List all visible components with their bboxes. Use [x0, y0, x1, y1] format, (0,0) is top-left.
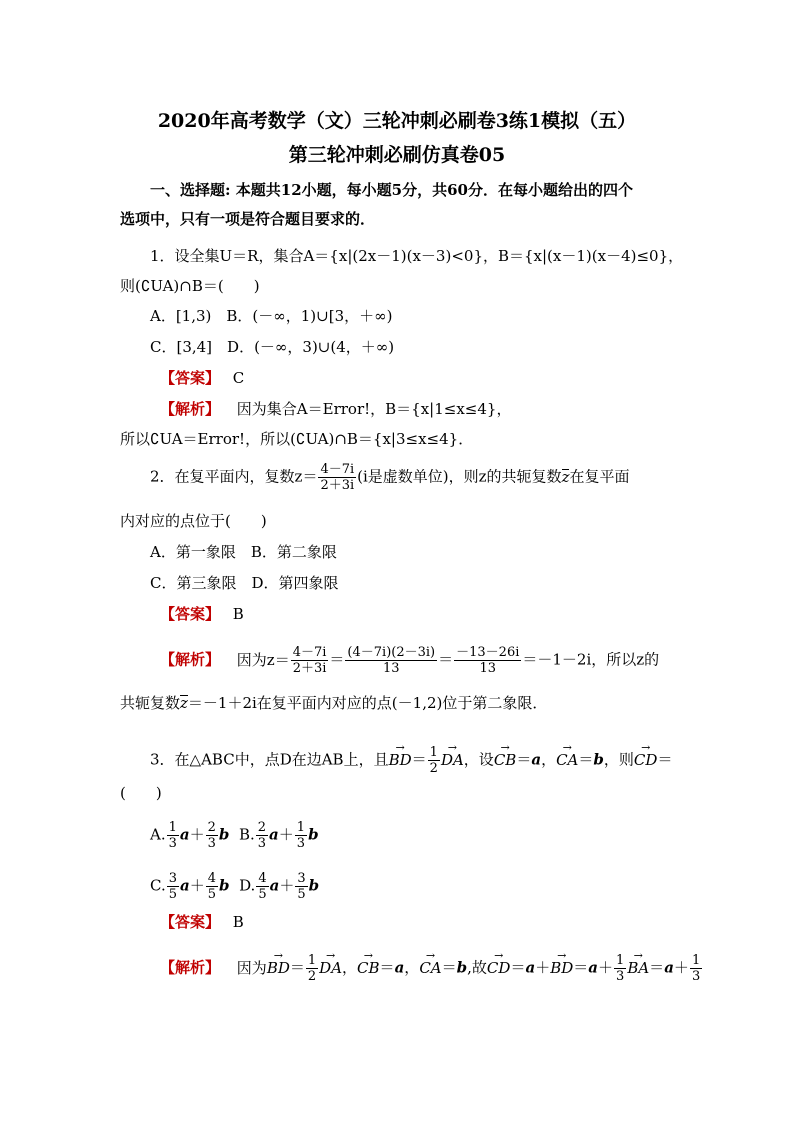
analysis-text-d: ＝－1＋2i在复平面内对应的点(－1,2)位于第二象限． — [187, 694, 548, 712]
fraction-half: $\frac{1}{2}$ — [429, 745, 438, 776]
q1-stem-1: 1．设全集U＝R，集合A＝{x|(2x－1)(x－3)<0}，B＝{x|(x－1)(x－4)≤0}， — [150, 247, 684, 265]
conjugate-z: z — [561, 467, 570, 486]
q1-analysis-2: 所以∁UA＝Error!，所以(∁UA)∩B＝{x|3≤x≤4}． — [120, 430, 474, 448]
q3-stem-1: 3．在△ABC中，点D在边AB上，且→ BD＝ $\frac{1}{2}$ → DA，设→ CB＝a，→ CA＝b，则→ CD＝ — [150, 745, 672, 776]
q2-options-cd: C．第三象限 D．第四象限 — [150, 574, 339, 592]
q3-stem-text-c: ，则 — [603, 750, 634, 769]
vector-ca: → CA — [556, 750, 578, 770]
fraction-denominator: 2＋3i — [292, 661, 327, 676]
analysis-fraction-3 — [454, 645, 521, 676]
q1-answer — [160, 368, 244, 388]
q2-stem-1 — [150, 462, 629, 493]
q3-options-cd: C. $\frac{3}{5}$ a＋ $\frac{4}{5}$ b D. $\frac{4}{5}$ a＋ $\frac{3}{5}$ b — [150, 871, 320, 902]
analysis-text-c: 共轭复数 — [120, 694, 181, 712]
vector-cb: → CB — [494, 750, 517, 770]
q3-stem-text-b: ，设 — [463, 750, 494, 769]
q3-analysis-1: 【解析】 因为→ BD＝ $\frac{1}{2}$ → DA，→ CB＝a，→ CA＝b,故→ CD＝a＋→ BD＝a＋ $\frac{1}{3}$ → BA＝a＋ $\frac{1}{3}$ — [160, 953, 703, 984]
analysis-text-a: 因为z＝ — [236, 650, 290, 669]
analysis-fraction-1 — [291, 645, 329, 676]
q2-answer — [160, 604, 244, 624]
q2-stem-2: 内对应的点位于( ) — [120, 512, 267, 530]
vector-cd: → CD — [634, 750, 658, 770]
analysis-fraction-2 — [345, 645, 437, 676]
vector-bd: → BD — [389, 750, 412, 770]
q2-fraction — [318, 462, 356, 493]
answer-value: B — [232, 913, 244, 931]
answer-tag: 【答案】 — [160, 605, 221, 623]
q2-options-ab: A．第一象限 B．第二象限 — [150, 543, 337, 561]
answer-value: B — [232, 605, 244, 623]
q2-stem-text-a: 2．在复平面内，复数z＝ — [150, 467, 318, 486]
fraction-denominator: 13 — [382, 661, 400, 676]
conjugate-z: z — [180, 694, 188, 712]
q3-answer — [160, 912, 244, 932]
q1-stem-2: 则(∁UA)∩B＝( ) — [120, 277, 260, 295]
q2-analysis-1: 【解析】 因为z＝ $\frac{4-7i}{2+3i}$ ＝ $\frac{(4-7i)(2-3i)}{13}$ ＝ $\frac{-13-26i}{13}$ ＝－1－2i，所以z的 — [160, 645, 660, 676]
answer-tag: 【答案】 — [160, 913, 221, 931]
q3-options-ab: A. $\frac{1}{3}$ a＋ $\frac{2}{3}$ b B. $\frac{2}{3}$ a＋ $\frac{1}{3}$ b — [150, 820, 319, 851]
analysis-text-b: ＝－1－2i，所以z的 — [522, 650, 660, 669]
q2-analysis-2 — [120, 693, 547, 713]
analysis-tag: 【解析】 — [160, 400, 221, 418]
document-subtitle: 第三轮冲刺必刷仿真卷05 — [288, 144, 506, 166]
answer-value: C — [232, 369, 245, 387]
q2-stem-text-b: (i是虚数单位)，则z的共轭复数 — [357, 467, 562, 486]
fraction-denominator: 2＋3i — [320, 478, 355, 493]
fraction-numerator: 4－7i — [292, 645, 327, 660]
analysis-tag: 【解析】 — [160, 958, 221, 977]
q3-stem-text-a: 3．在△ABC中，点D在边AB上，且 — [150, 750, 389, 769]
section-intro-1: 一、选择题: 本题共12小题，每小题5分，共60分．在每小题给出的四个 — [150, 181, 633, 199]
q2-stem-text-c: 在复平面 — [569, 467, 630, 486]
fraction-numerator: (4－7i)(2－3i) — [347, 645, 436, 660]
section-intro-2: 选项中，只有一项是符合题目要求的． — [120, 210, 376, 228]
document-title: 2020年高考数学（文）三轮冲刺必刷卷3练1模拟（五） — [157, 110, 637, 132]
analysis-tag: 【解析】 — [160, 650, 221, 669]
analysis-text-a: 因为 — [236, 958, 267, 977]
fraction-numerator: －13－26i — [456, 645, 520, 660]
q1-options-cd: C．[3,4] D．(－∞，3)∪(4，＋∞) — [150, 338, 395, 356]
answer-tag: 【答案】 — [160, 369, 221, 387]
fraction-numerator: 4－7i — [320, 462, 355, 477]
q1-analysis-1 — [160, 399, 511, 419]
fraction-denominator: 13 — [479, 661, 497, 676]
q3-stem-2: ( ) — [120, 784, 162, 802]
q1-options-ab: A．[1,3) B．(－∞，1)∪[3，＋∞) — [150, 307, 393, 325]
vector-da: → DA — [441, 750, 464, 770]
analysis-text: 因为集合A＝Error!，B＝{x|1≤x≤4}， — [236, 400, 512, 418]
